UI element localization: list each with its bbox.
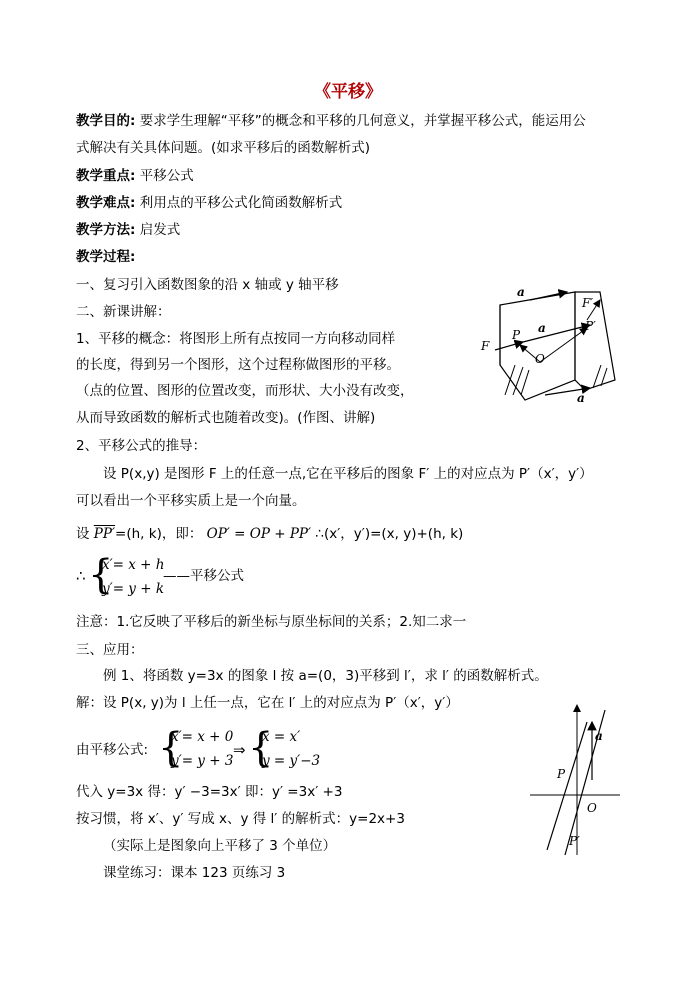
formula-row-2: y′= y + k [102, 581, 164, 597]
arrow-top [530, 292, 567, 300]
translation-figure [475, 270, 635, 420]
label-Fp: F′ [582, 296, 594, 310]
method-line [76, 221, 180, 239]
concept-line-1: 1、平移的概念：将图形上所有点按同一方向移动同样 [76, 331, 396, 347]
vector-pp: PP′ [93, 526, 116, 542]
key-text: 平移公式 [139, 168, 194, 184]
formula-therefore: ∴ [76, 567, 86, 585]
label-a: a [595, 729, 603, 743]
label-Pp: P′ [569, 834, 580, 848]
derivation-text-2: 可以看出一个平移实质上是一个向量。 [76, 493, 306, 509]
key-label: 教学重点: [76, 168, 136, 184]
figure-F-outline [500, 292, 575, 400]
system-arrow: ⇒ [233, 741, 246, 759]
goal-line-1 [76, 112, 586, 130]
line-translation-figure [525, 700, 625, 860]
figure-Fp-outline [575, 292, 615, 390]
method-text: 启发式 [139, 222, 181, 238]
concept-line-3: （点的位置、图形的位置改变，而形状、大小没有改变， [76, 383, 414, 399]
difficulty-text: 利用点的平移公式化简函数解析式 [139, 195, 343, 211]
vector-op1: OP′ [206, 526, 230, 542]
vector-op2: OP [249, 526, 270, 542]
section-3: 三、应用： [76, 642, 144, 658]
formula-row-1: x′= x + h [102, 557, 165, 573]
section-1: 一、复习引入函数图象的沿 x 轴或 y 轴平移 [76, 277, 339, 293]
vector-relation [76, 525, 463, 543]
difficulty-label: 教学难点: [76, 195, 136, 211]
vector-eq2: = [229, 526, 250, 542]
difficulty-line [76, 194, 342, 212]
note: 注意：1.它反映了平移后的新坐标与原坐标间的关系；2.知二求一 [76, 614, 467, 630]
label-O: O [587, 801, 597, 815]
substitution: 代入 y=3x 得：y′ −3=3x′ 即：y′ =3x′ +3 [76, 784, 343, 800]
label-a-top: a [517, 285, 525, 299]
solution: 解：设 P(x, y)为 l 上任一点，它在 l′ 上的对应点为 P′（x′，y′） [76, 695, 459, 711]
system-brace-left: { [158, 725, 184, 771]
system-row-1: x′= x + 0 [171, 729, 234, 745]
system-row-2: y′= y + 3 [171, 753, 234, 769]
vector-lead: 设 [76, 526, 90, 542]
arrow-F [495, 342, 523, 350]
process-line [76, 248, 135, 266]
goal-text-1: 要求学生理解“平移”的概念和平移的几何意义，并掌握平移公式，能运用公 [139, 113, 586, 129]
arrow-OPp [540, 328, 587, 362]
derivation-heading: 2、平移公式的推导： [76, 438, 207, 454]
label-O: O [535, 352, 545, 366]
system-lead: 由平移公式: [76, 742, 149, 758]
vector-tail: ∴(x′，y′)=(x, y)+(h, k) [315, 526, 464, 542]
goal-text-2: 式解决有关具体问题。(如求平移后的函数解析式) [76, 140, 371, 156]
habit: 按习惯，将 x′、y′ 写成 x、y 得 l′ 的解析式：y=2x+3 [76, 811, 405, 827]
vector-eq1: =(h, k)，即： [115, 526, 203, 542]
page-title: 《平移》 [314, 82, 382, 102]
hatching [505, 365, 607, 395]
label-Pp: P′ [585, 319, 596, 333]
system-row-4: y = y′−3 [262, 753, 321, 769]
example-1: 例 1、将函数 y=3x 的图象 l 按 a=(0，3)平移到 l′，求 l′ 的函数解析式。 [103, 668, 548, 684]
vector-pp2: PP′ [289, 526, 312, 542]
goal-label: 教学目的: [76, 113, 136, 129]
formula-brace: { [88, 552, 114, 598]
key-line [76, 167, 194, 185]
label-P: P [557, 767, 566, 781]
section-2: 二、新课讲解： [76, 304, 171, 320]
practice: 课堂练习：课本 123 页练习 3 [103, 865, 286, 881]
system-row-3: x = x′ [262, 729, 301, 745]
actual-note: （实际上是图象向上平移了 3 个单位） [103, 838, 337, 854]
label-a-mid: a [538, 321, 546, 335]
label-P: P [512, 328, 521, 342]
process-label: 教学过程: [76, 249, 136, 265]
label-a-bottom: a [577, 391, 585, 405]
formula-label: ——平移公式 [163, 568, 244, 584]
vector-plus: + [269, 526, 290, 542]
derivation-text-1: 设 P(x,y) 是图形 F 上的任意一点,它在平移后的图象 F′ 上的对应点为 P′（x′，y′） [103, 466, 593, 482]
concept-line-2: 的长度，得到另一个图形，这个过程称做图形的平移。 [76, 357, 400, 373]
method-label: 教学方法: [76, 222, 136, 238]
line-l [547, 722, 587, 850]
label-F: F [481, 339, 490, 353]
concept-line-4: 从而导致函数的解析式也随着改变)。(作图、讲解) [76, 410, 376, 426]
system-brace-right: { [248, 725, 274, 771]
